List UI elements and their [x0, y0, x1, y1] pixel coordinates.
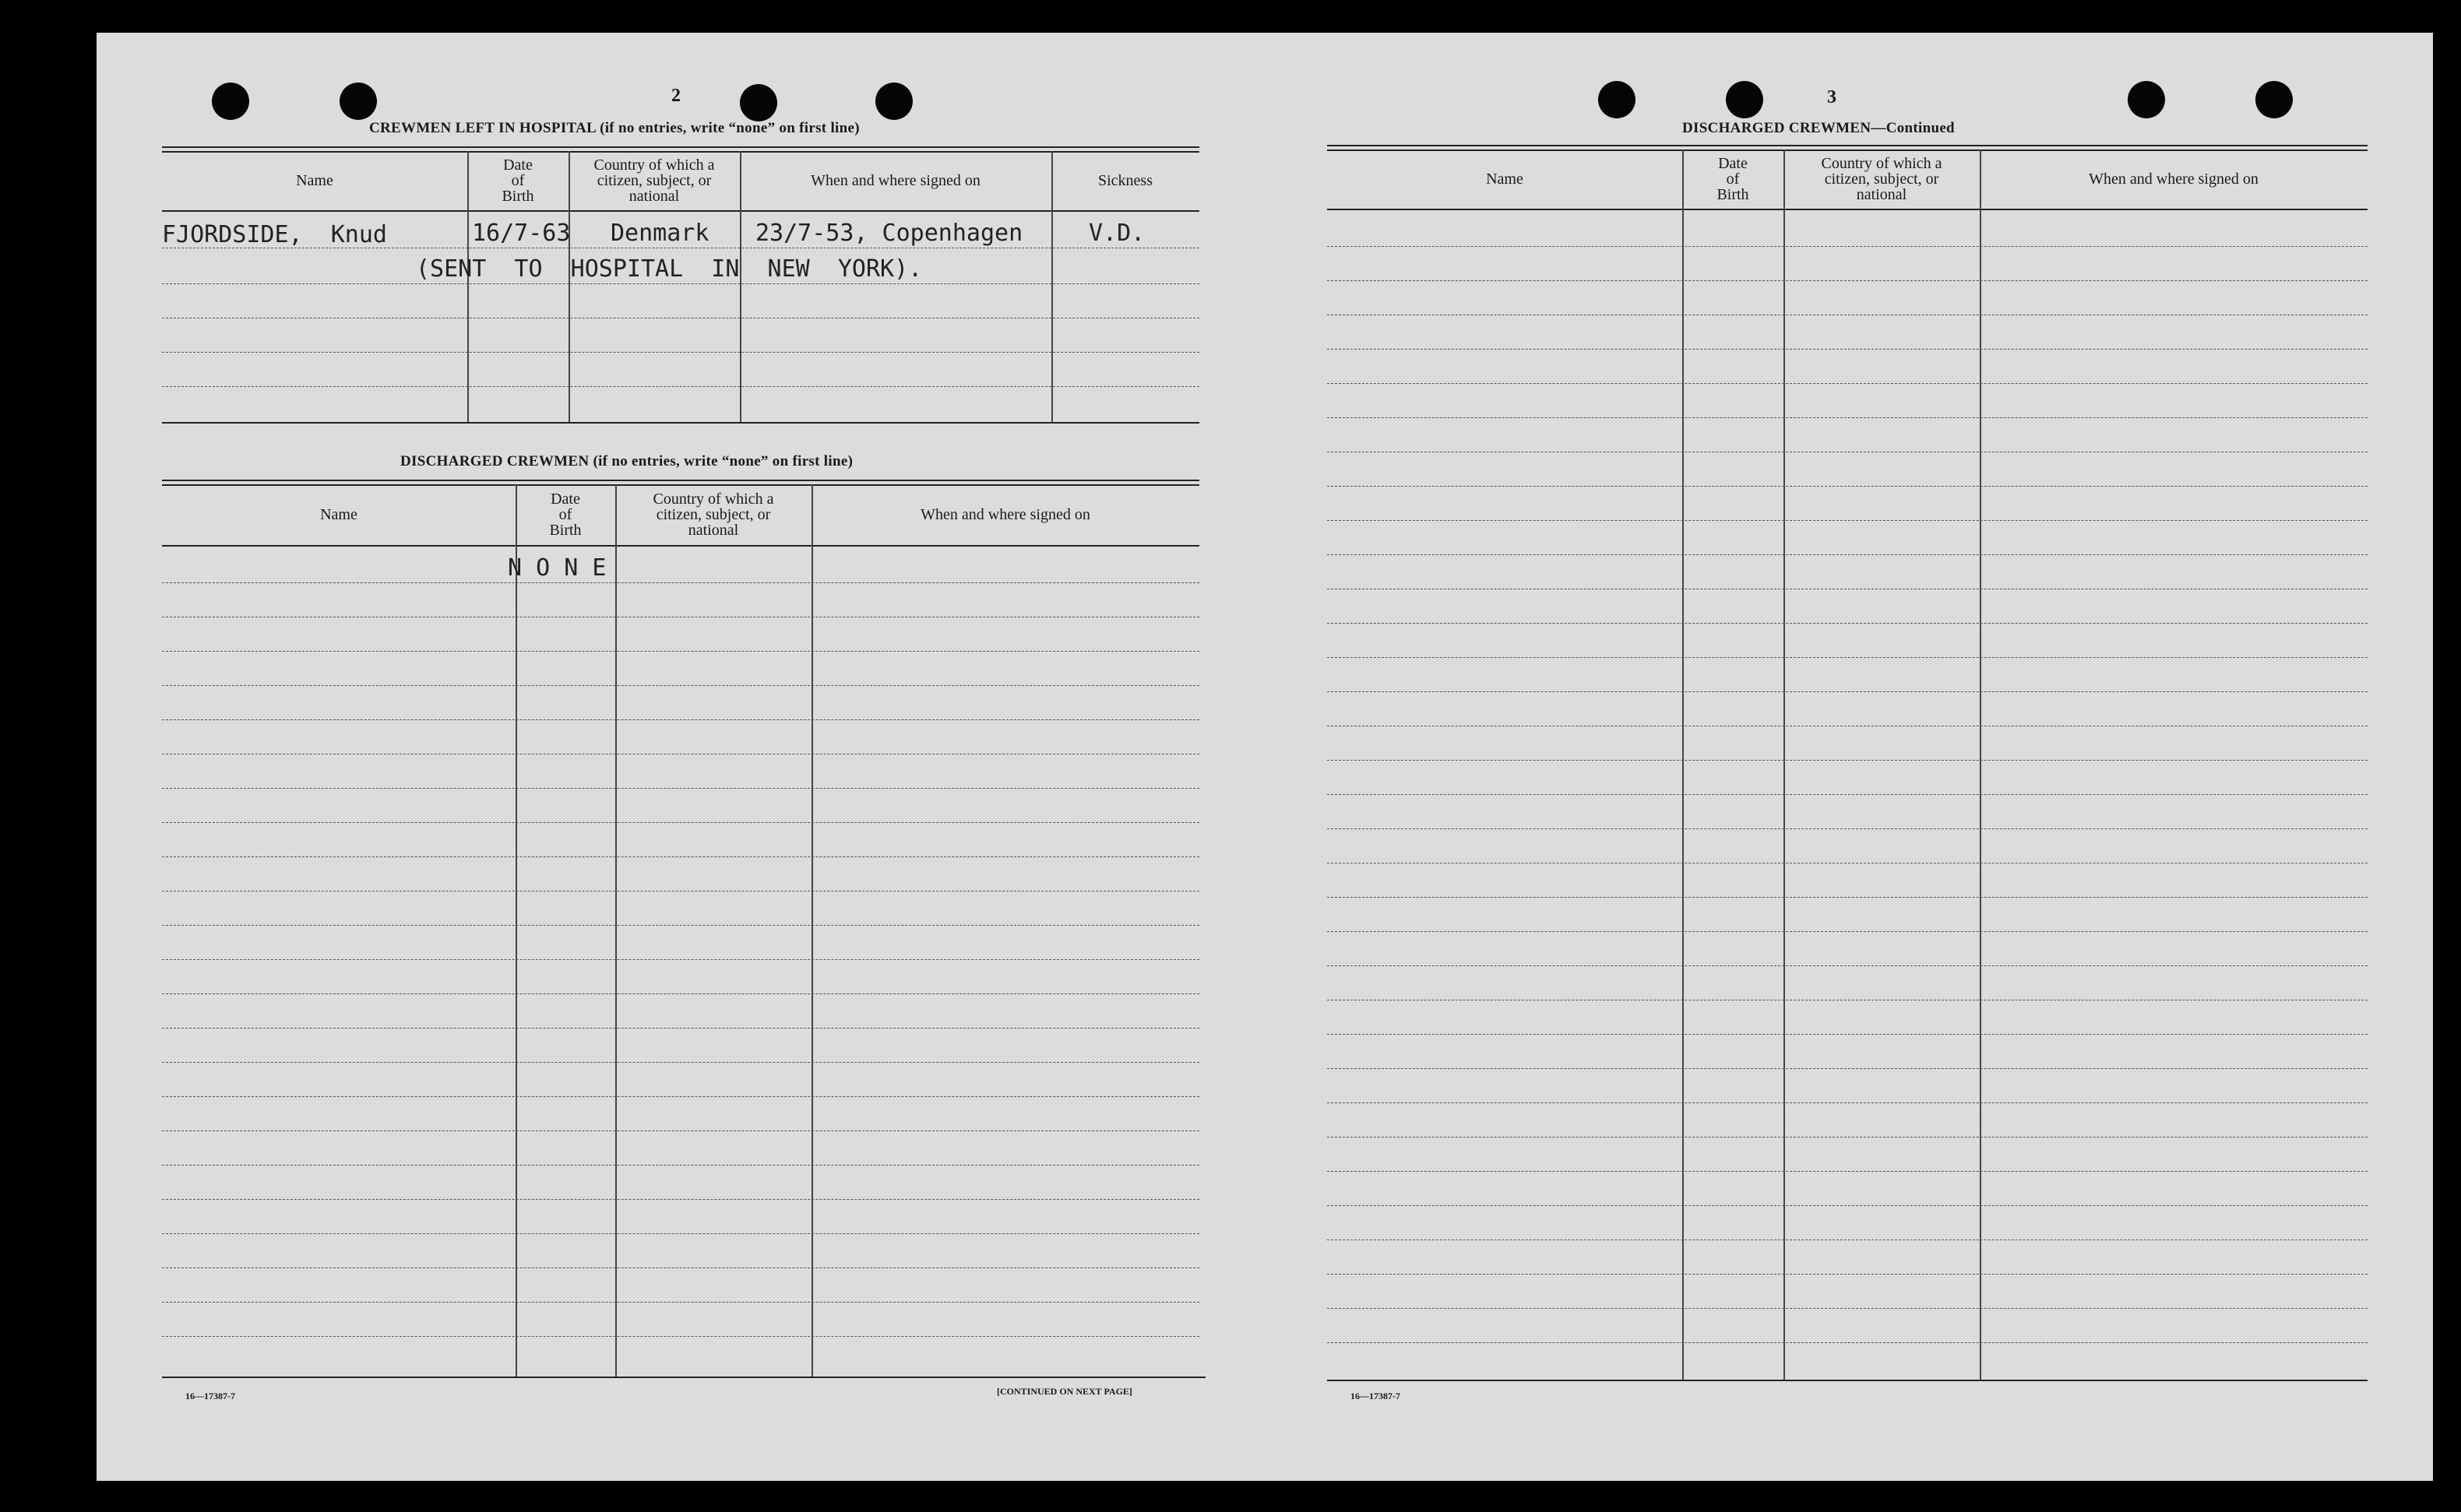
row-line: [1327, 520, 2368, 521]
hospital-table-bottom-rule: [162, 422, 1199, 424]
row-line: [1327, 1068, 2368, 1069]
row-line: [1327, 657, 2368, 658]
discharged-continued-title-text: DISCHARGED CREWMEN: [1682, 120, 1871, 136]
row-line: [1327, 931, 2368, 932]
hospital-header-name: Name: [296, 172, 333, 189]
row-line: [162, 1130, 1199, 1131]
header-line: Birth: [1716, 186, 1749, 203]
row-line: [162, 1336, 1199, 1337]
row-line: [1327, 246, 2368, 247]
row-line: [1327, 623, 2368, 624]
row-line: [1327, 1034, 2368, 1035]
row-line: [162, 1096, 1199, 1097]
header-line: Date: [551, 491, 580, 508]
discharged-header-signed-on: When and where signed on: [921, 506, 1090, 523]
header-line: Country of which a: [653, 491, 774, 508]
row-line: [162, 1062, 1199, 1063]
discharged-entry-none: N O N E: [508, 554, 607, 582]
header-line: of: [511, 172, 525, 189]
discharged-col-divider: [615, 484, 617, 1377]
row-line: [162, 685, 1199, 686]
header-line: national: [1856, 186, 1907, 203]
hospital-entry-signed-on: 23/7-53, Copenhagen: [755, 220, 1023, 247]
row-line: [1327, 486, 2368, 487]
hospital-row-line: [162, 283, 1199, 284]
right-col-divider: [1980, 149, 1981, 1380]
discharged-header-dob: [516, 484, 615, 545]
right-col-divider: [1682, 149, 1684, 1380]
punch-hole: [1726, 81, 1763, 118]
punch-hole: [2128, 81, 2165, 118]
header-line: Date: [503, 156, 533, 174]
hospital-entry-sickness: V.D.: [1089, 220, 1146, 247]
punch-hole: [212, 83, 249, 120]
header-line: Date: [1718, 155, 1748, 172]
hospital-title-text: CREWMEN LEFT IN HOSPITAL: [369, 120, 597, 136]
punch-hole: [740, 84, 777, 121]
header-line: citizen, subject, or: [1824, 171, 1939, 188]
row-line: [162, 1199, 1199, 1200]
row-line: [1327, 794, 2368, 795]
hospital-row-line: [162, 386, 1199, 387]
punch-hole: [2255, 81, 2293, 118]
hospital-header-signed-on: When and where signed on: [811, 172, 981, 189]
hospital-title-note: (if no entries, write “none” on first line): [600, 120, 860, 136]
header-line: citizen, subject, or: [656, 506, 771, 523]
row-line: [1327, 1102, 2368, 1103]
row-line: [1327, 691, 2368, 692]
hospital-table-top-rule: [162, 146, 1199, 148]
hospital-table-header-rule: [162, 210, 1199, 212]
row-line: [162, 925, 1199, 926]
row-line: [1327, 1239, 2368, 1240]
header-line: citizen, subject, or: [597, 172, 712, 189]
discharged-table-bottom-rule: [162, 1377, 1206, 1378]
right-header-signed-on: When and where signed on: [2089, 171, 2259, 188]
row-line: [1327, 965, 2368, 966]
right-table-bottom-rule: [1327, 1380, 2368, 1381]
row-line: [162, 1165, 1199, 1166]
right-table-header-rule: [1327, 209, 2368, 210]
row-line: [1327, 1171, 2368, 1172]
row-line: [1327, 417, 2368, 418]
row-line: [162, 719, 1199, 720]
row-line: [1327, 554, 2368, 555]
row-line: [162, 582, 1199, 583]
right-table-top-rule: [1327, 145, 2368, 146]
punch-hole: [875, 83, 913, 120]
discharged-table-header-rule: [162, 545, 1199, 547]
discharged-title-text: DISCHARGED CREWMEN: [400, 453, 590, 469]
row-line: [162, 822, 1199, 823]
form-number-right: 16—17387-7: [1350, 1391, 1400, 1401]
hospital-row-line: [162, 352, 1199, 353]
discharged-section-title: [400, 453, 853, 470]
hospital-section-title: [369, 120, 860, 137]
header-line: Country of which a: [593, 156, 715, 174]
punch-hole: [1598, 81, 1635, 118]
right-col-divider: [1783, 149, 1785, 1380]
discharged-header-country: [615, 484, 812, 545]
header-line: Country of which a: [1821, 155, 1942, 172]
continued-note: [CONTINUED ON NEXT PAGE]: [997, 1386, 1132, 1397]
discharged-title-note: (if no entries, write “none” on first line): [593, 453, 854, 469]
row-line: [162, 1233, 1199, 1234]
discharged-col-divider: [812, 484, 813, 1377]
header-line: national: [688, 522, 739, 539]
row-line: [1327, 1137, 2368, 1138]
header-line: Birth: [502, 188, 534, 205]
right-header-country: [1783, 149, 1980, 209]
form-number-left: 16—17387-7: [185, 1391, 235, 1401]
page-number-left: 2: [671, 86, 681, 106]
row-line: [1327, 383, 2368, 384]
header-line: Birth: [549, 522, 582, 539]
right-header-dob: [1682, 149, 1783, 209]
row-line: [1327, 349, 2368, 350]
header-line: of: [1726, 171, 1740, 188]
document-sheet: [97, 33, 2433, 1481]
discharged-header-name: Name: [320, 506, 357, 523]
row-line: [1327, 280, 2368, 281]
row-line: [1327, 760, 2368, 761]
discharged-continued-title: [1682, 120, 1955, 137]
row-line: [1327, 1205, 2368, 1206]
row-line: [162, 1028, 1199, 1029]
row-line: [1327, 828, 2368, 829]
hospital-entry-note: (SENT TO HOSPITAL IN NEW YORK).: [416, 255, 923, 283]
header-line: of: [558, 506, 572, 523]
header-line: national: [628, 188, 680, 205]
hospital-header-country: [569, 151, 740, 210]
row-line: [1327, 1342, 2368, 1343]
discharged-continued-suffix: —Continued: [1871, 120, 1955, 136]
row-line: [1327, 1308, 2368, 1309]
right-header-name: Name: [1486, 171, 1523, 188]
hospital-header-sickness: Sickness: [1098, 172, 1153, 189]
row-line: [162, 651, 1199, 652]
row-line: [162, 1302, 1199, 1303]
hospital-header-dob: [467, 151, 569, 210]
discharged-table-top-rule: [162, 480, 1199, 481]
row-line: [1327, 1274, 2368, 1275]
row-line: [162, 788, 1199, 789]
row-line: [1327, 897, 2368, 898]
hospital-entry-country: Denmark: [611, 220, 709, 247]
hospital-entry-name: FJORDSIDE, Knud: [162, 221, 387, 248]
hospital-entry-dob: 16/7-63: [472, 220, 571, 247]
row-line: [162, 993, 1199, 994]
page-number-right: 3: [1827, 87, 1836, 107]
row-line: [162, 959, 1199, 960]
row-line: [162, 856, 1199, 857]
punch-hole: [340, 83, 377, 120]
discharged-col-divider: [516, 484, 517, 1377]
